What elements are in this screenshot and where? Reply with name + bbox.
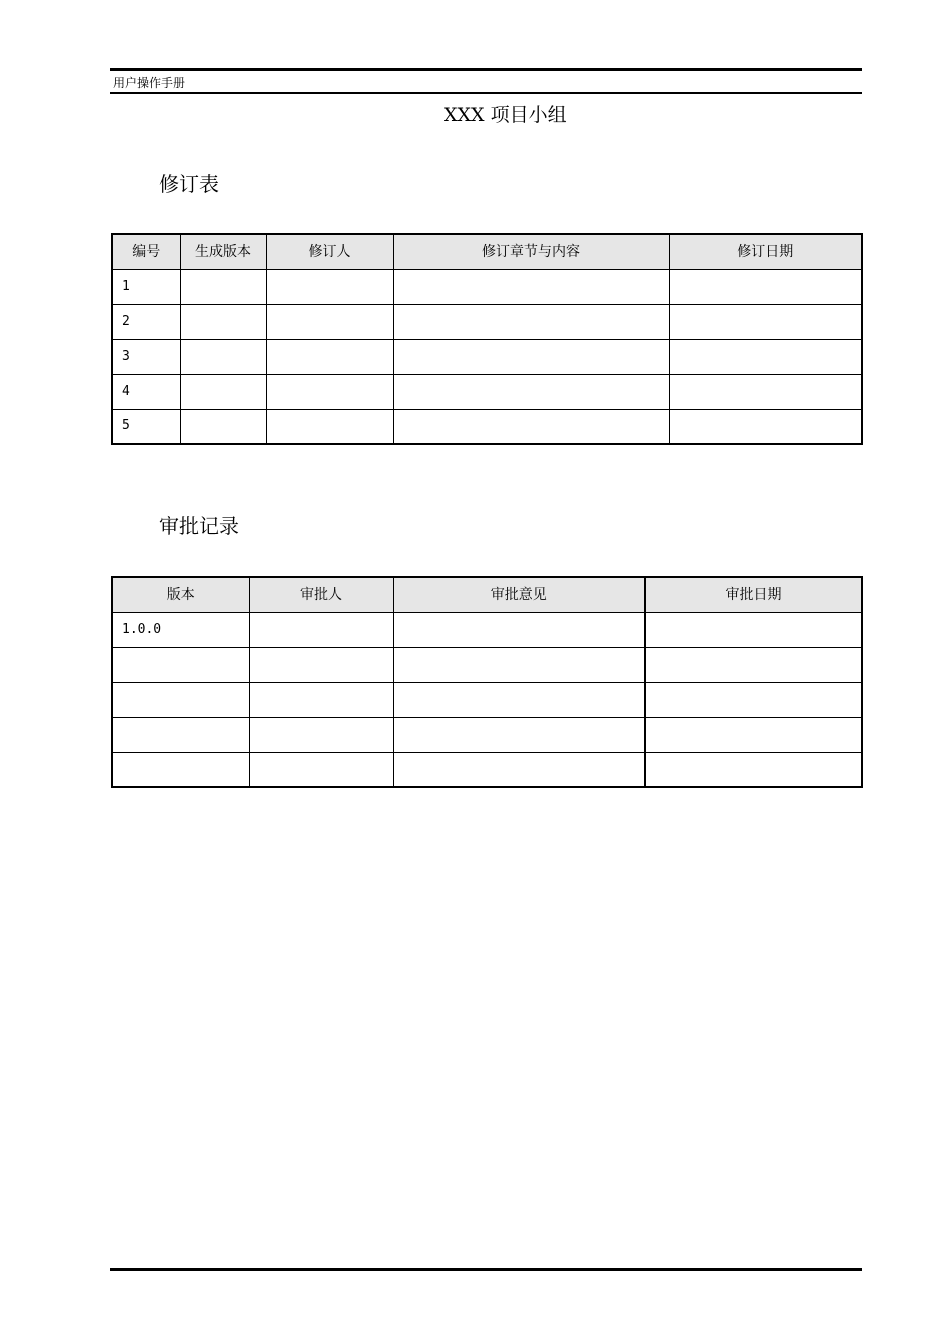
table-cell: 3	[112, 339, 180, 374]
table-cell	[112, 752, 249, 787]
table-cell	[112, 682, 249, 717]
table-row	[112, 374, 862, 409]
table-cell	[393, 682, 645, 717]
column-header: 修订日期	[669, 234, 862, 269]
table-row	[112, 647, 862, 682]
table-cell	[249, 647, 393, 682]
table-cell	[266, 304, 393, 339]
table-cell: 4	[112, 374, 180, 409]
table-cell	[249, 752, 393, 787]
table-cell	[180, 304, 266, 339]
table-cell	[393, 612, 645, 647]
header-rule-bottom	[110, 92, 862, 94]
table-cell	[393, 304, 669, 339]
table-cell	[669, 409, 862, 444]
table-cell	[645, 717, 862, 752]
table-cell	[180, 409, 266, 444]
column-header: 修订人	[266, 234, 393, 269]
table-cell	[266, 409, 393, 444]
running-header: 用户操作手册	[113, 76, 186, 90]
approval-table	[111, 576, 863, 788]
table-row	[112, 612, 862, 647]
table-cell	[393, 269, 669, 304]
table-cell	[393, 647, 645, 682]
revision-table	[111, 233, 863, 445]
table-cell	[645, 647, 862, 682]
column-header: 审批日期	[645, 577, 862, 612]
table-cell	[645, 752, 862, 787]
table-cell	[393, 752, 645, 787]
table-cell	[266, 269, 393, 304]
table-cell	[393, 374, 669, 409]
table-cell	[645, 682, 862, 717]
table-cell	[112, 717, 249, 752]
revision-section-title: 修订表	[159, 172, 219, 196]
table-cell: 2	[112, 304, 180, 339]
table-row	[112, 409, 862, 444]
table-row	[112, 339, 862, 374]
column-header: 审批人	[249, 577, 393, 612]
table-cell	[266, 339, 393, 374]
column-header: 编号	[112, 234, 180, 269]
table-cell: 1.0.0	[112, 612, 249, 647]
column-header: 版本	[112, 577, 249, 612]
table-cell	[393, 339, 669, 374]
footer-rule	[110, 1268, 862, 1271]
org-title: XXX 项目小组	[444, 104, 567, 126]
table-cell	[249, 612, 393, 647]
table-cell	[669, 304, 862, 339]
table-cell	[180, 374, 266, 409]
table-cell	[669, 269, 862, 304]
approval-section-title: 审批记录	[159, 514, 239, 538]
table-cell	[393, 409, 669, 444]
header-rule-top	[110, 68, 862, 71]
table-cell	[180, 269, 266, 304]
table-cell	[669, 374, 862, 409]
table-cell	[180, 339, 266, 374]
table-row	[112, 304, 862, 339]
table-header-row	[112, 234, 862, 269]
table-cell	[645, 612, 862, 647]
table-row	[112, 682, 862, 717]
table-cell	[249, 717, 393, 752]
table-row	[112, 269, 862, 304]
table-cell	[393, 717, 645, 752]
column-header: 生成版本	[180, 234, 266, 269]
table-cell	[112, 647, 249, 682]
column-header: 修订章节与内容	[393, 234, 669, 269]
table-row	[112, 752, 862, 787]
table-cell	[249, 682, 393, 717]
table-cell	[669, 339, 862, 374]
table-cell	[266, 374, 393, 409]
table-header-row	[112, 577, 862, 612]
table-row	[112, 717, 862, 752]
table-cell: 1	[112, 269, 180, 304]
column-header: 审批意见	[393, 577, 645, 612]
table-cell: 5	[112, 409, 180, 444]
